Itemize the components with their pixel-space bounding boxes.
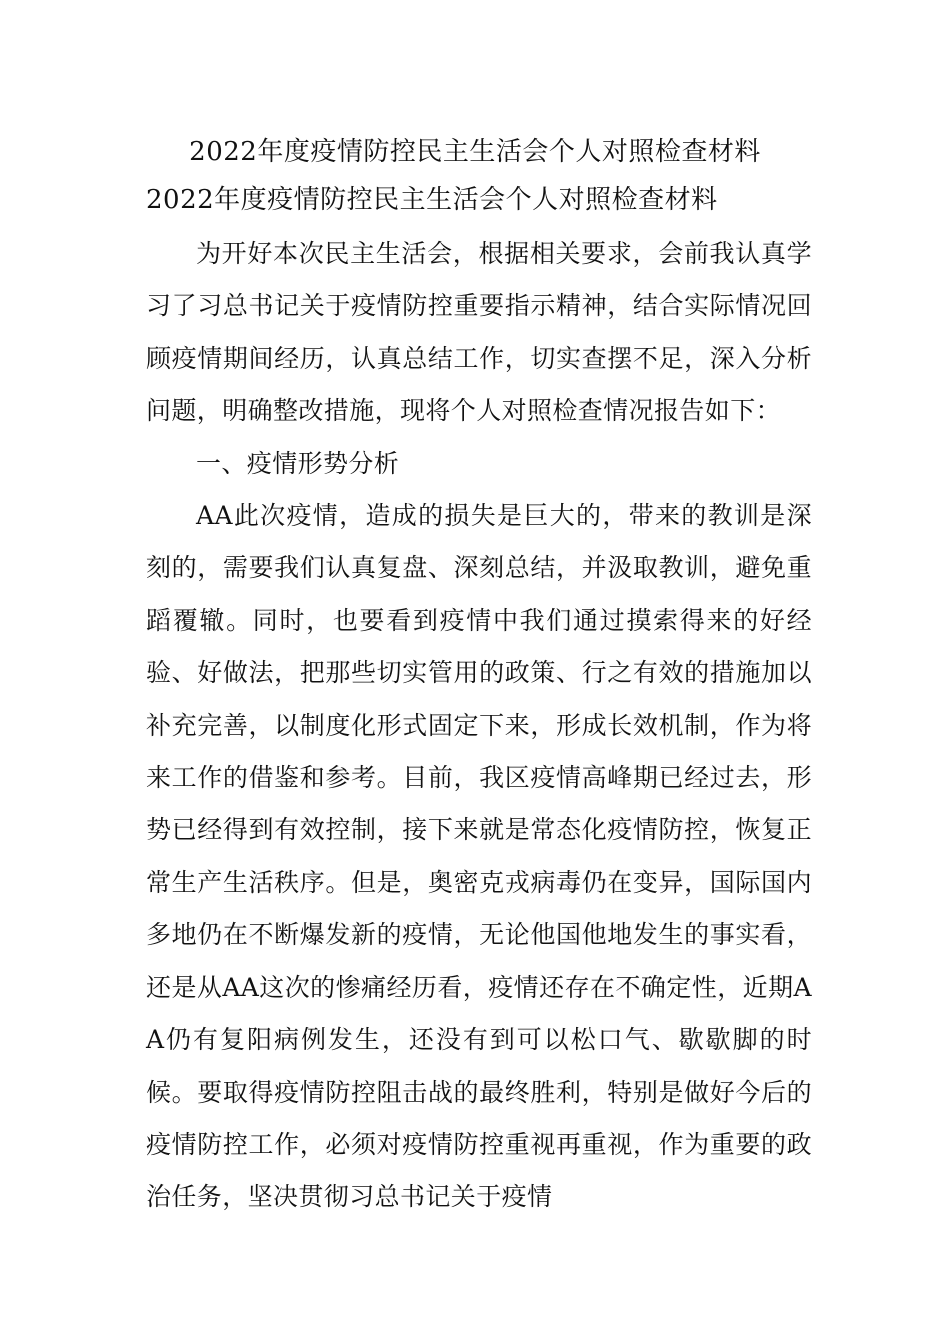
intro-paragraph: 为开好本次民主生活会，根据相关要求，会前我认真学习了习总书记关于疫情防控重要指示精神，结合实际情况回顾疫情期间经历，认真总结工作，切实查摆不足，深入分析问题，明确整改措施，现将个人对照检查情况报告如下： bbox=[146, 239, 812, 426]
section-heading: 一、疫情形势分析 bbox=[196, 448, 400, 478]
analysis-paragraph: AA此次疫情，造成的损失是巨大的，带来的教训是深刻的，需要我们认真复盘、深刻总结，并汲取教训，避免重蹈覆辙。同时，也要看到疫情中我们通过摸索得来的好经验、好做法，把那些切实管用的政策、行之有效的措施加以补充完善，以制度化形式固定下来，形成长效机制，作为将来工作的借鉴和参考。目前，我区疫情高峰期已经过去，形势已经得到有效控制，接下来就是常态化疫情防控，恢复正常生产生活秩序。但是，奥密克戎病毒仍在变异，国际国内多地仍在不断爆发新的疫情，无论他国他地发生的事实看，还是从AA这次的惨痛经历看，疫情还存在不确定性，近期AA仍有复阳病例发生，还没有到可以松口气、歇歇脚的时候。要取得疫情防控阻击战的最终胜利，特别是做好今后的疫情防控工作，必须对疫情防控重视再重视，作为重要的政治任务，坚决贯彻习总书记关于疫情 bbox=[146, 501, 812, 1212]
document-title-repeated: 2022年度疫情防控民主生活会个人对照检查材料 bbox=[146, 185, 718, 215]
document-title-centered: 2022年度疫情防控民主生活会个人对照检查材料 bbox=[189, 137, 761, 167]
document-body bbox=[146, 228, 812, 1224]
